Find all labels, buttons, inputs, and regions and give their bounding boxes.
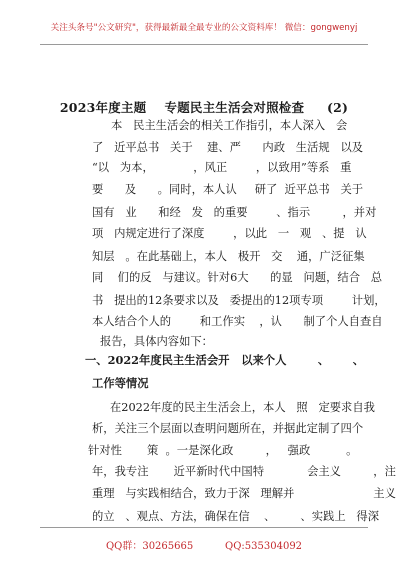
body-text-line: 要 及 。同时，本人认 研了 近平总书 关于 [92, 183, 364, 196]
body-text-line: 国有 业 和经 发 的重要 、指示 ，并对 [92, 206, 377, 219]
header-divider [40, 44, 368, 45]
body-text-line: 同 们的反 与建议。针对6大 的显 问题，结合 总 [92, 271, 383, 284]
footer-divider [40, 527, 368, 528]
body-text-line: 报告，具体内容如下： [100, 335, 213, 348]
bottom-contact-banner: QQ群：30265665 QQ:535304092 [105, 541, 303, 552]
body-text-line: 书 提出的12条要求以及 委提出的12项专项 计划， [92, 294, 386, 307]
document-title: 2023年度主题 专题民主生活会对照检查 (2) [59, 100, 349, 115]
body-text-line: 本人结合个人的 和工作实 ，认 制了个人自查自 [92, 315, 383, 328]
body-text-line: 针对性 策 。一是深化政 ， 强政 。 [88, 444, 358, 457]
body-text-line: 在2022年度的民主生活会上，本人 照 定要求自我 [110, 401, 375, 414]
body-text-line: “以 为本， ，风正 ，以致用”等系 重 [92, 161, 352, 174]
body-text-line: 项 内规定进行了深度 ，以此 一 观 、提 认 [92, 227, 367, 240]
body-text-line: 了 近平总书 关于 建、严 内政 生活规 以及 [92, 141, 364, 154]
body-text-line: 重理 与实践相结合，致力于深 理解并 主义 [92, 487, 396, 500]
body-text-line: 年，我专注 近平新时代中国特 会主义 ，注 [92, 465, 396, 478]
body-text-line: 本 民主生活会的相关工作指引，本人深入 会 [111, 119, 348, 132]
body-text-line: 知层 。在此基础上，本人 极开 交 通，广泛征集 [92, 250, 365, 263]
body-text-line: 的立 、观点、方法，确保在信 、 、实践上 得深 [92, 510, 379, 523]
body-text-line: 析，关注三个层面以查明问题所在，并据此定制了四个 [92, 422, 364, 435]
section-heading-line: 一、2022年度民主生活会开 以来个人 、 、 [85, 353, 365, 367]
section-heading-line: 工作等情况 [92, 376, 149, 390]
top-promo-banner: 关注头条号"公文研究"，获得最新最全最专业的公文资料库！ 微信：gongwenyj [50, 23, 358, 33]
